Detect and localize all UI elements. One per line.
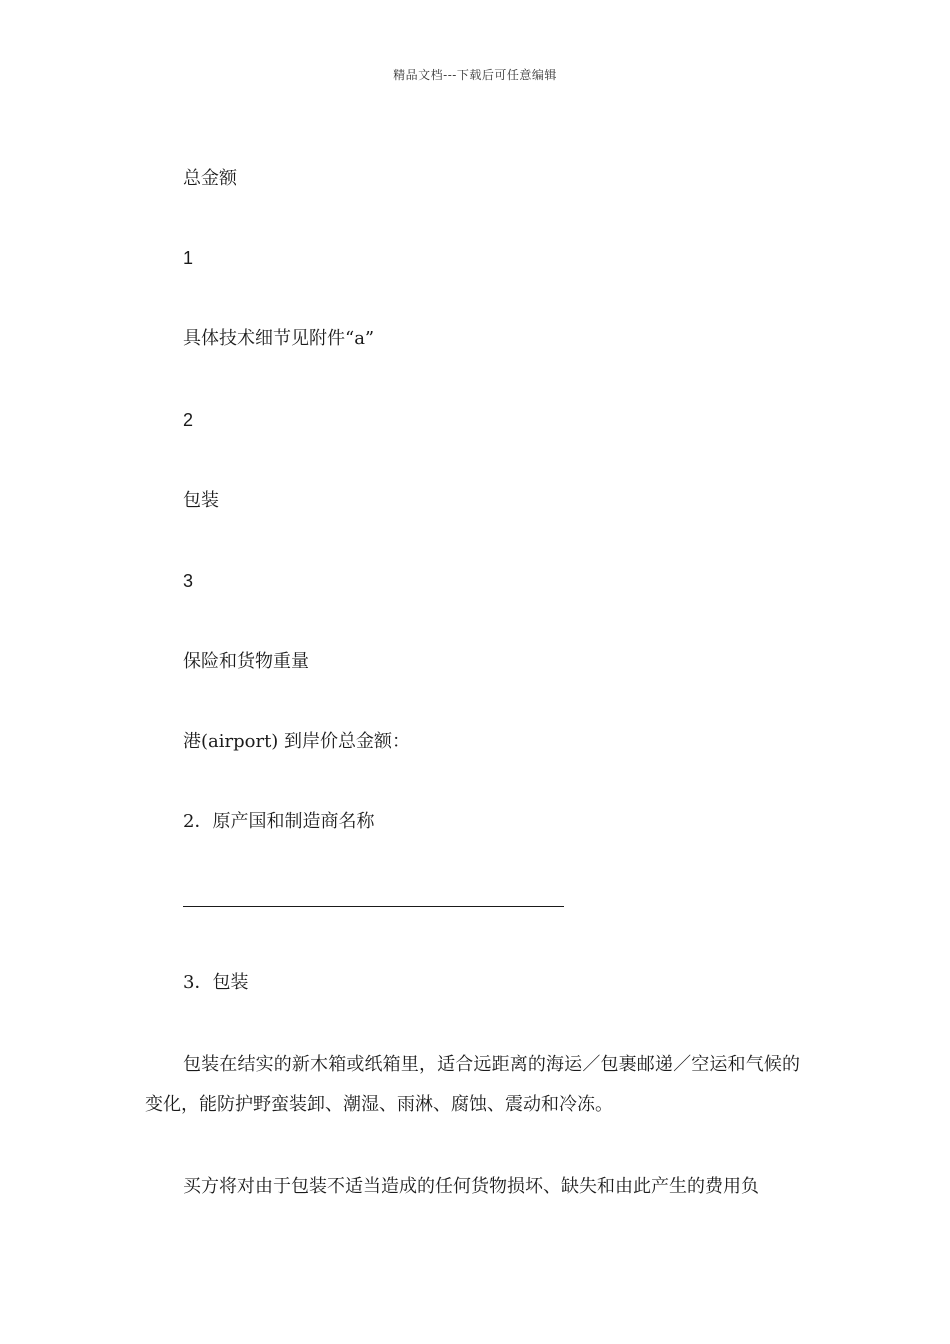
item-number-1: 1: [183, 248, 194, 268]
blank-fill-line: [183, 906, 564, 907]
page-header: 精品文档---下载后可任意编辑: [393, 68, 557, 82]
item-number-2: 2: [183, 410, 194, 430]
section-heading-origin-manufacturer: 2．原产国和制造商名称: [183, 811, 375, 832]
paragraph-packing-description: 包装在结实的新木箱或纸箱里，适合远距离的海运／包裹邮递／空运和气候的变化，能防护野蛮装卸、潮湿、雨淋、腐蚀、震动和冷冻。: [145, 1054, 800, 1115]
label-packing: 包装: [183, 490, 219, 511]
item-number-3: 3: [183, 571, 194, 591]
paragraph-buyer-liability: 买方将对由于包装不适当造成的任何货物损坏、缺失和由此产生的费用负: [183, 1176, 759, 1197]
label-tech-details: 具体技术细节见附件“a”: [183, 328, 375, 349]
label-insurance-weight: 保险和货物重量: [183, 651, 309, 672]
label-port-total-amount: 港(airport) 到岸价总金额：: [183, 731, 411, 752]
section-heading-packing: 3．包装: [183, 972, 249, 993]
label-total-amount: 总金额: [183, 168, 237, 189]
